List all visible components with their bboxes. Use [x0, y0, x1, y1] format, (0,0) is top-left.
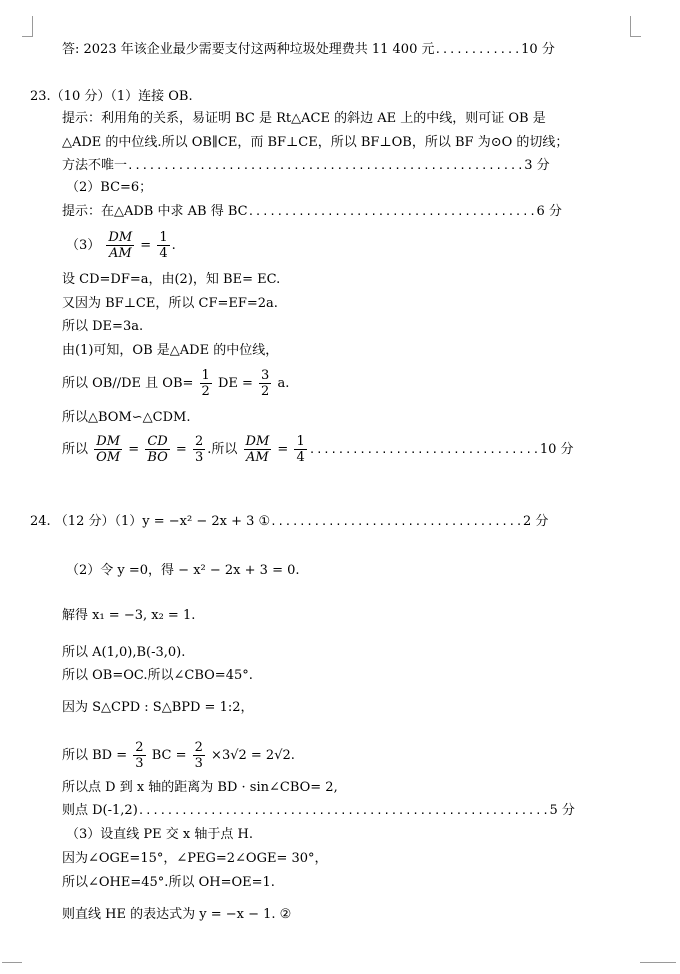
step-text: ×3√2 = 2√2. [211, 748, 295, 763]
leader-dots: ......................................................... [137, 804, 550, 817]
fraction: $\frac{DM}{AM}$ [245, 434, 270, 465]
step-text: a. [277, 376, 290, 391]
q24-step-10: 则直线 HE 的表达式为 y = −x − 1. ② [62, 907, 292, 922]
step-text: 所以 [62, 442, 89, 457]
leader-dots: ................................... [270, 515, 523, 528]
q23-hint-line-1: 提示：利用角的关系，易证明 BC 是 Rt△ACE 的斜边 AE 上的中线，则可证 OB 是 [62, 111, 546, 126]
score-label: 2 分 [522, 514, 549, 529]
period: . [171, 238, 176, 253]
answer-22-text: 答: 2023 年该企业最少需要支付这两种垃圾处理费共 11 400 元 [62, 42, 435, 57]
step-text: BC = [151, 748, 187, 763]
step-text: .所以 [207, 442, 238, 457]
leader-dots: ................................ [308, 443, 540, 456]
q24-step-5 [62, 740, 295, 771]
fraction: $\frac{2}{3}$ [194, 434, 204, 465]
q23-step-5 [62, 368, 289, 399]
fraction: $\frac{1}{4}$ [159, 230, 168, 261]
leader-dots: ........................................ [247, 205, 537, 218]
step-text: 则点 D(-1,2) [62, 803, 138, 818]
q23-part3-line [66, 230, 176, 261]
q23-hint-line-2: △ADE 的中位线.所以 OB∥CE，而 BF⊥CE，所以 BF⊥OB，所以 BF 为⊙O 的切线； [62, 135, 569, 150]
q24-step-3: 所以 OB=OC.所以∠CBO=45°. [62, 668, 253, 683]
fraction: $\frac{DM}{AM}$ [108, 230, 133, 261]
fraction: $\frac{1}{2}$ [201, 368, 210, 399]
corner-mark-bottom-right [640, 962, 676, 964]
q24-step-4: 因为 S△CPD : S△BPD = 1:2， [62, 700, 254, 715]
q24-step-7 [62, 803, 575, 819]
q23-header: 23.（10 分）（1）连接 OB. [30, 89, 193, 104]
q23-part3-label: （3） [66, 238, 101, 253]
fraction: $\frac{3}{2}$ [261, 368, 270, 399]
q23-hint2-text: 提示：在△ADB 中求 AB 得 BC [62, 204, 248, 219]
equals-sign: = [277, 442, 289, 457]
q24-step-6: 所以点 D 到 x 轴的距离为 BD · sin∠CBO= 2, [62, 780, 338, 795]
q23-step-7 [62, 434, 574, 465]
q23-hint2-line [62, 204, 562, 220]
q23-step-6: 所以△BOM∽△CDM. [62, 410, 191, 425]
fraction: $\frac{2}{3}$ [194, 740, 203, 771]
q24-step-1: 解得 x₁ = −3, x₂ = 1. [62, 608, 196, 623]
q24-header [30, 514, 548, 530]
leader-dots: ............ [434, 43, 522, 56]
fraction: $\frac{2}{3}$ [135, 740, 144, 771]
leader-dots: ....................................................... [127, 159, 525, 172]
step-text: DE = [217, 376, 253, 391]
fraction: $\frac{DM}{OM}$ [96, 434, 121, 465]
score-label: 10 分 [539, 442, 574, 457]
score-label: 5 分 [549, 803, 575, 818]
q23-part2: （2）BC=6； [66, 180, 153, 195]
q24-step-2: 所以 A(1,0),B(-3,0). [62, 645, 186, 660]
q24-header-text: 24. （12 分）（1）y = −x² − 2x + 3 ① [30, 514, 271, 529]
q23-step-1: 设 CD=DF=a，由(2)，知 BE= EC. [62, 272, 281, 287]
q24-step-8: 因为∠OGE=15°，∠PEG=2∠OGE= 30°， [62, 851, 328, 866]
q24-step-9: 所以∠OHE=45°.所以 OH=OE=1. [62, 875, 275, 890]
corner-mark-top-right [630, 16, 641, 37]
score-label: 3 分 [524, 158, 550, 173]
equals-sign: = [140, 238, 152, 253]
corner-mark-top-left [22, 16, 33, 37]
answer-22-line [62, 42, 555, 58]
step-text: 所以 BD = [62, 748, 128, 763]
score-label: 10 分 [521, 42, 555, 57]
fraction: $\frac{CD}{BO}$ [147, 434, 168, 465]
fraction: $\frac{1}{4}$ [296, 434, 305, 465]
q23-step-2: 又因为 BF⊥CE，所以 CF=EF=2a. [62, 296, 278, 311]
corner-mark-bottom-left [2, 962, 22, 964]
step-text: 所以 OB//DE 且 OB= [62, 376, 194, 391]
q24-part2: （2）令 y =0，得 − x² − 2x + 3 = 0. [66, 563, 300, 578]
q23-step-4: 由(1)可知，OB 是△ADE 的中位线， [62, 343, 279, 358]
equals-sign: = [175, 442, 187, 457]
score-label: 6 分 [536, 204, 562, 219]
q23-step-3: 所以 DE=3a. [62, 319, 144, 334]
q23-hint-line-3 [62, 158, 550, 174]
equals-sign: = [128, 442, 140, 457]
q23-hint-text: 方法不唯一 [62, 158, 128, 173]
q24-part3: （3）设直线 PE 交 x 轴于点 H. [66, 827, 253, 842]
